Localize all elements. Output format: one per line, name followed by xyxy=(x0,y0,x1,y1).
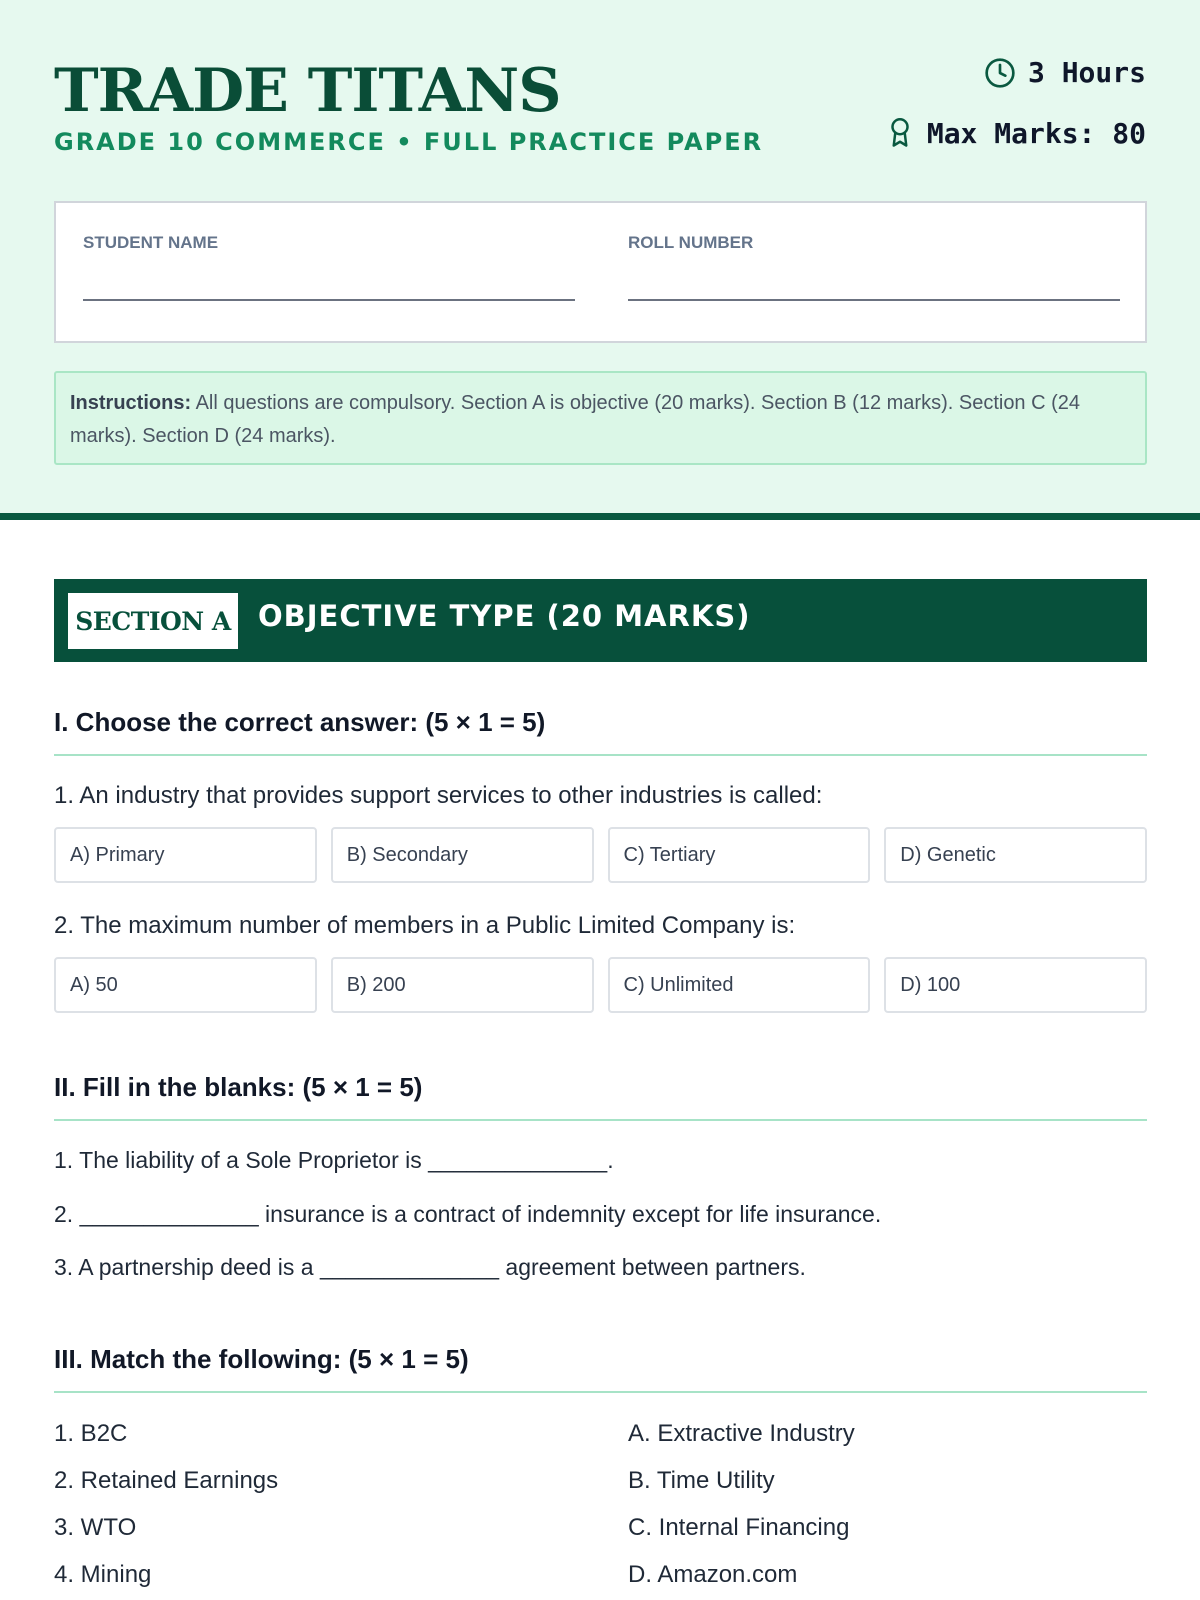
fill-blank-2: 2. ______________ insurance is a contract of indemnity except for life insurance. xyxy=(54,1201,882,1227)
instructions-label: Instructions: xyxy=(70,392,192,414)
question-2-options xyxy=(54,957,1147,1013)
paper-header xyxy=(0,0,1200,520)
award-icon xyxy=(885,116,915,150)
paper-subtitle: GRADE 10 COMMERCE • FULL PRACTICE PAPER xyxy=(54,128,764,156)
q2-option-c[interactable]: C) Unlimited xyxy=(608,957,871,1013)
q1-option-c[interactable]: C) Tertiary xyxy=(608,827,871,883)
q2-option-b[interactable]: B) 200 xyxy=(331,957,594,1013)
match-left-2: 2. Retained Earnings xyxy=(54,1467,279,1494)
q1-option-b[interactable]: B) Secondary xyxy=(331,827,594,883)
part-2-heading: II. Fill in the blanks: (5 × 1 = 5) xyxy=(54,1072,1147,1121)
match-right-d: D. Amazon.com xyxy=(628,1561,798,1588)
fill-blank-3: 3. A partnership deed is a ______________ agreement between partners. xyxy=(54,1254,806,1280)
section-a-banner xyxy=(54,579,1147,662)
duration-text: 3 Hours xyxy=(1027,56,1146,89)
q2-option-d[interactable]: D) 100 xyxy=(884,957,1147,1013)
question-1-options xyxy=(54,827,1147,883)
fill-blank-1: 1. The liability of a Sole Proprietor is ______________. xyxy=(54,1147,614,1173)
q1-option-a[interactable]: A) Primary xyxy=(54,827,317,883)
student-name-field[interactable] xyxy=(83,233,575,301)
max-marks-meta xyxy=(885,116,1146,150)
match-left-1: 1. B2C xyxy=(54,1420,128,1447)
clock-icon xyxy=(984,57,1016,89)
match-left-4: 4. Mining xyxy=(54,1561,152,1588)
match-right-a: A. Extractive Industry xyxy=(628,1420,855,1447)
student-name-label: STUDENT NAME xyxy=(83,233,219,252)
instructions-box xyxy=(54,371,1147,465)
roll-number-line[interactable] xyxy=(628,299,1120,301)
roll-number-label: ROLL NUMBER xyxy=(628,233,754,252)
part-3-heading: III. Match the following: (5 × 1 = 5) xyxy=(54,1344,1147,1393)
q1-option-d[interactable]: D) Genetic xyxy=(884,827,1147,883)
roll-number-field[interactable] xyxy=(628,233,1120,301)
part-1-heading: I. Choose the correct answer: (5 × 1 = 5) xyxy=(54,707,1147,756)
student-details-box xyxy=(54,201,1147,343)
instructions-text: All questions are compulsory. Section A is objective (20 marks). Section B (12 marks). Section C (24 marks). Section D (24 marks). xyxy=(70,392,1081,447)
section-a-tag: SECTION A xyxy=(68,593,238,649)
duration-meta xyxy=(984,56,1146,89)
student-name-line[interactable] xyxy=(83,299,575,301)
question-2: 2. The maximum number of members in a Public Limited Company is: xyxy=(54,912,796,939)
section-a-title: OBJECTIVE TYPE (20 MARKS) xyxy=(258,599,751,633)
q2-option-a[interactable]: A) 50 xyxy=(54,957,317,1013)
match-right-c: C. Internal Financing xyxy=(628,1514,850,1541)
match-right-b: B. Time Utility xyxy=(628,1467,775,1494)
max-marks-text: Max Marks: 80 xyxy=(926,116,1146,150)
match-left-3: 3. WTO xyxy=(54,1514,137,1541)
question-1: 1. An industry that provides support services to other industries is called: xyxy=(54,782,823,809)
paper-title: TRADE TITANS xyxy=(54,56,561,126)
